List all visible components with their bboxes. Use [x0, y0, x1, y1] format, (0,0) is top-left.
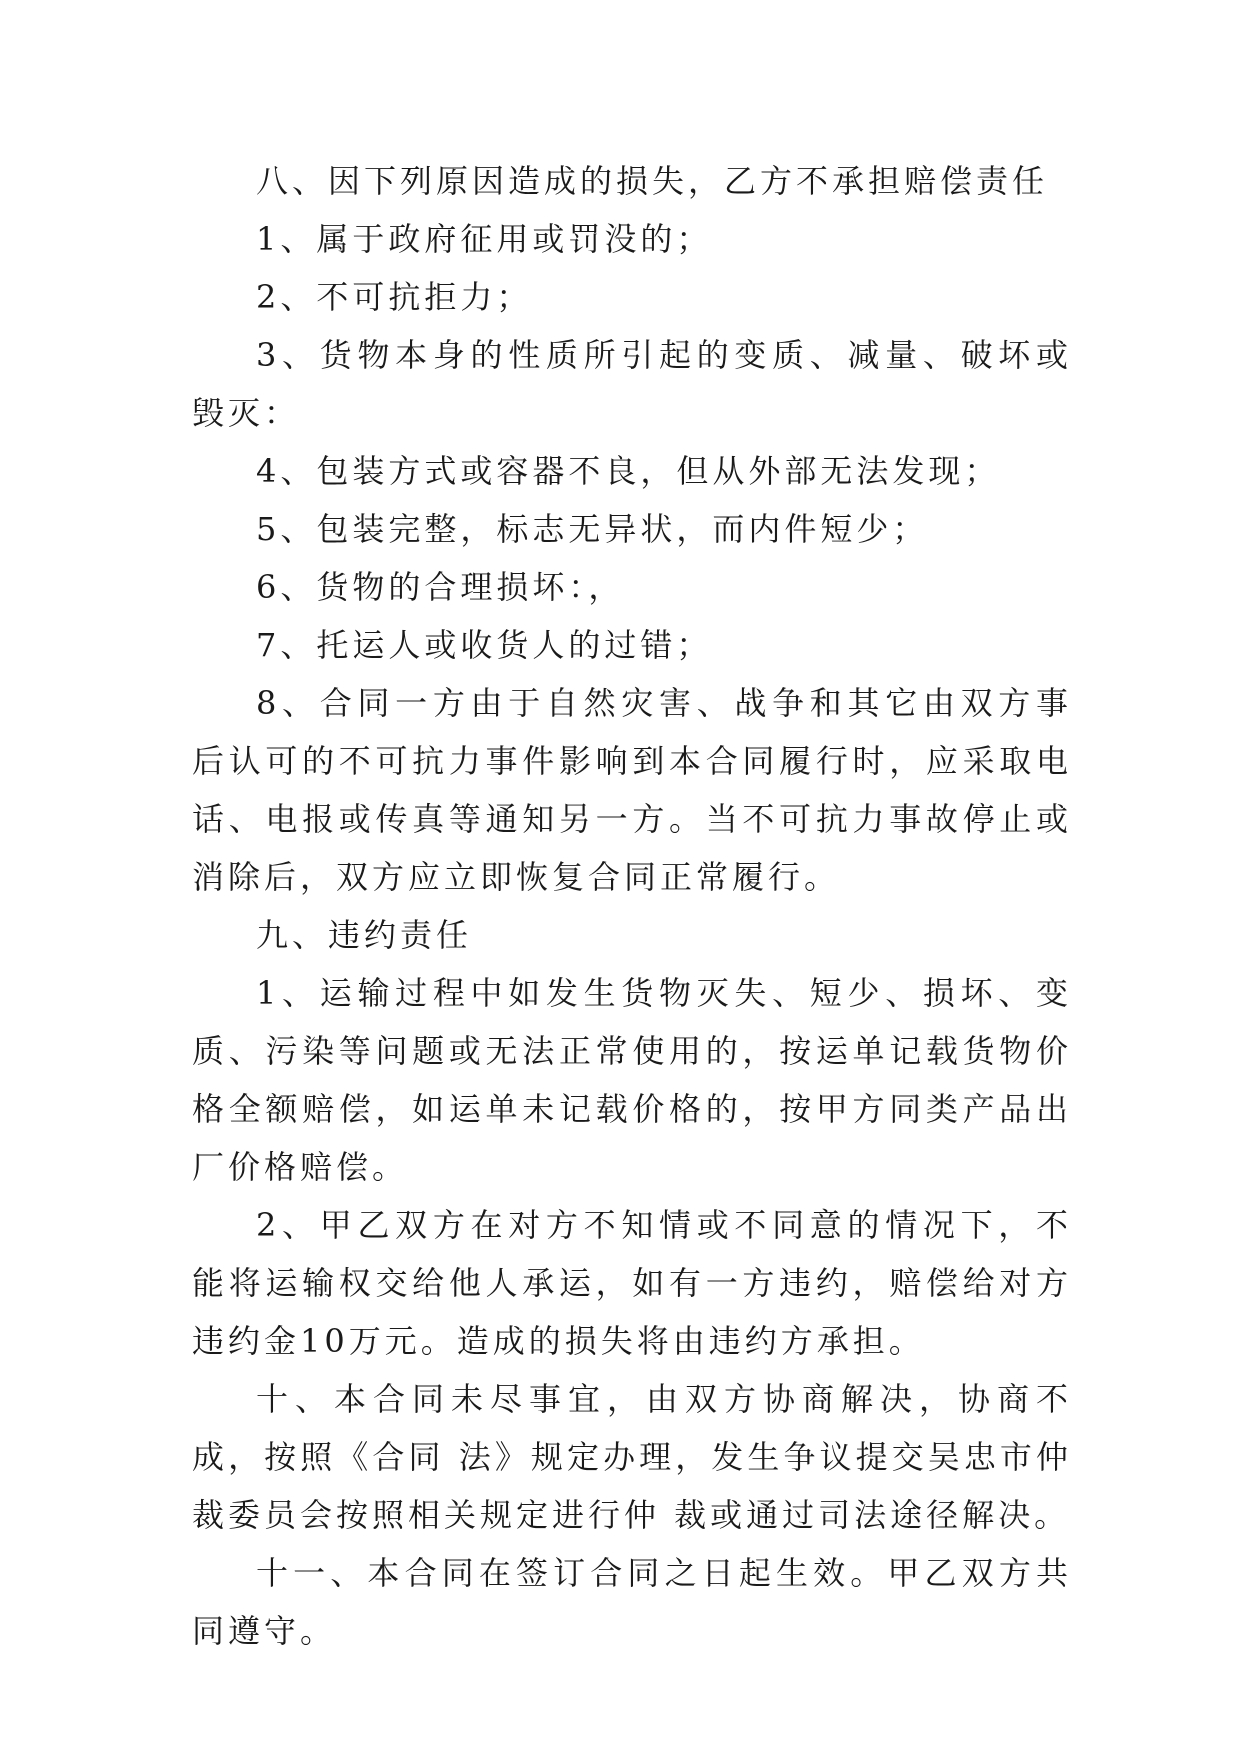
clause-8-item-4: 4、包装方式或容器不良，但从外部无法发现；: [256, 452, 1001, 490]
clause-8-item-3: 3、货物本身的性质所引起的变质、减量、破坏或毁灭：: [192, 336, 1072, 432]
clause-9-item-2: 2、甲乙双方在对方不知情或不同意的情况下，不能将运输权交给他人承运，如有一方违约，赔偿给对方违约金10万元。造成的损失将由违约方承担。: [192, 1206, 1072, 1360]
clause-8-item-2: 2、不可抗拒力；: [256, 278, 533, 316]
clause-8-item-1: 1、属于政府征用或罚没的；: [256, 220, 713, 258]
clause-8-item-5: 5、包装完整，标志无异状，而内件短少；: [256, 510, 929, 548]
clause-8-item-7: 7、托运人或收货人的过错；: [256, 626, 713, 664]
clause-8-heading: 八、因下列原因造成的损失，乙方不承担赔偿责任: [256, 162, 1049, 200]
clause-11: 十一、本合同在签订合同之日起生效。甲乙双方共同遵守。: [192, 1554, 1072, 1650]
clause-10: 十、本合同未尽事宜，由双方协商解决，协商不成，按照《合同 法》规定办理，发生争议提交吴忠市仲裁委员会按照相关规定进行仲 裁或通过司法途径解决。: [192, 1380, 1072, 1534]
clause-8-item-6: 6、货物的合理损坏：，: [256, 568, 625, 606]
clause-9-heading: 九、违约责任: [256, 916, 473, 954]
clause-9-item-1: 1、运输过程中如发生货物灭失、短少、损坏、变质、污染等问题或无法正常使用的，按运单记载货物价格全额赔偿，如运单未记载价格的，按甲方同类产品出厂价格赔偿。: [192, 974, 1072, 1186]
clause-8-item-8: 8、合同一方由于自然灾害、战争和其它由双方事后认可的不可抗力事件影响到本合同履行时，应采取电话、电报或传真等通知另一方。当不可抗力事故停止或消除后，双方应立即恢复合同正常履行。: [192, 684, 1072, 896]
document-page: [192, 152, 1072, 1660]
